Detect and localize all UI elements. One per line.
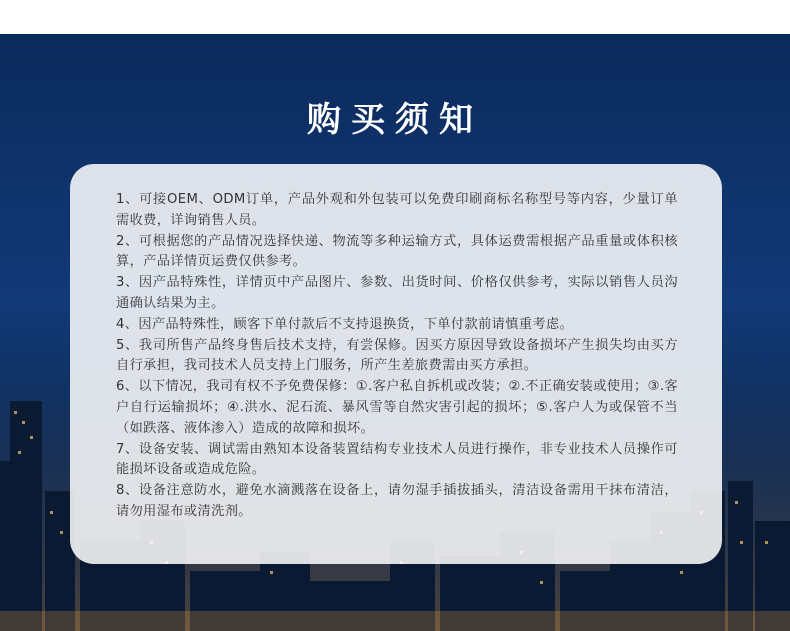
- page-title: 购买须知: [307, 100, 483, 140]
- notice-item: 4、因产品特殊性，顾客下单付款后不支持退换货，下单付款前请慎重考虑。: [116, 316, 574, 332]
- notice-item: 3、因产品特殊性，详情页中产品图片、参数、出货时间、价格仅供参考，实际以销售人员沟通确认结果为主。: [116, 275, 678, 311]
- notice-item: 8、设备注意防水，避免水滴溅落在设备上，请勿湿手插拔插头，清洁设备需用干抹布清洁，请勿用湿布或清洗剂。: [116, 483, 678, 519]
- notice-item: 2、可根据您的产品情况选择快递、物流等多种运输方式，具体运费需根据产品重量或体积核算，产品详情页运费仅供参考。: [116, 233, 678, 270]
- notice-item: 7、设备安装、调试需由熟知本设备装置结构专业技术人员进行操作，非专业技术人员操作可能损坏设备或造成危险。: [116, 441, 678, 478]
- notice-card: [70, 164, 722, 564]
- notice-item: 1、可接OEM、ODM订单，产品外观和外包装可以免费印刷商标名称型号等内容，少量订单需收费，详询销售人员。: [116, 192, 678, 228]
- notice-item: 6、以下情况，我司有权不予免费保修：①.客户私自拆机或改装；②.不正确安装或使用；③.客户自行运输损坏；④.洪水、泥石流、暴风雪等自然灾害引起的损坏；⑤.客户人为或保管不当（如跌落、液体渗入）造成的故障和损坏。: [116, 379, 678, 436]
- notice-item: 5、我司所售产品终身售后技术支持，有尝保修。因买方原因导致设备损坏产生损失均由买方自行承担，我司技术人员支持上门服务，所产生差旅费需由买方承担。: [116, 337, 678, 374]
- notice-banner: [0, 34, 790, 631]
